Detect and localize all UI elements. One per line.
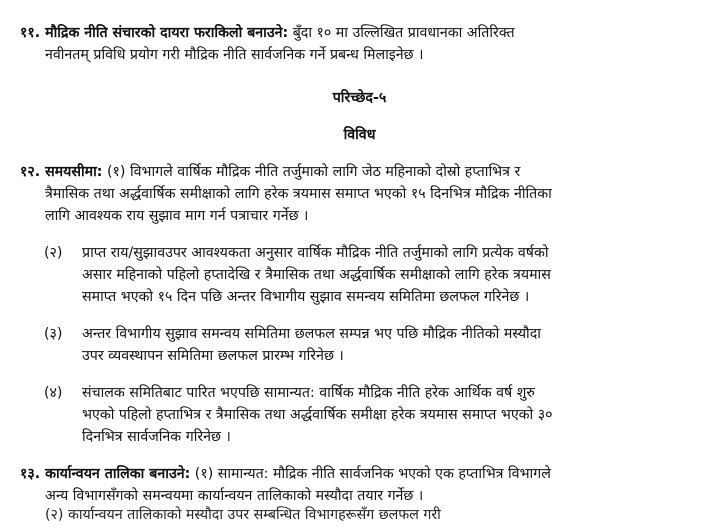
chapter-title: परिच्छेद-५ <box>332 90 387 106</box>
section-11-first-line <box>20 23 719 43</box>
section-12-sub4-number: (४) <box>44 385 63 401</box>
chapter-subtitle: विविध <box>343 127 376 143</box>
section-13-heading: १३. कार्यान्वयन तालिका बनाउने: <box>20 466 191 482</box>
section-12-sub2-text-1: प्राप्त राय/सुझावउपर आवश्यकता अनुसार वार्षिक मौद्रिक नीति तर्जुमाको लागि प्रत्येक वर्षको <box>82 245 549 261</box>
section-12-para1-line-2: त्रैमासिक तथा अर्द्धवार्षिक समीक्षाको लागि हरेक त्रयमास समाप्त भएको १५ दिनभित्र मौद्रिक नीतिका <box>45 186 552 202</box>
section-11-text-line-1: बुँदा १० मा उल्लिखित प्रावधानका अतिरिक्त <box>292 25 515 41</box>
section-12-sub3-line-2: उपर व्यवस्थापन समितिमा छलफल प्रारम्भ गरिनेछ । <box>82 348 344 364</box>
section-12-sub2-line-3: समाप्त भएको १५ दिन पछि अन्तर विभागीय सुझाव समन्वय समितिमा छलफल गरिनेछ । <box>82 289 530 305</box>
section-12-para1-line-3: लागि आवश्यक राय सुझाव माग गर्न पत्राचार गर्नेछ । <box>45 208 309 224</box>
section-12-para1-line-1: (१) विभागले वार्षिक मौद्रिक नीति तर्जुमाको लागि जेठ महिनाको दोस्रो हप्ताभित्र र <box>107 164 521 180</box>
section-13-text-line-2: अन्य विभागसँगको समन्वयमा कार्यान्वयन तालिकाको मस्यौदा तयार गर्नेछ । <box>45 488 424 504</box>
section-11-heading: ११. मौद्रिक नीति संचारको दायरा फराकिलो बनाउने: <box>20 25 289 41</box>
section-12-sub3-number: (३) <box>44 326 63 342</box>
section-12-sub4-line-3: दिनभित्र सार्वजनिक गरिनेछ । <box>82 429 231 445</box>
section-13-text-line-3: (२) कार्यान्वयन तालिकाको मस्यौदा उपर सम्बन्धित विभागहरूसँग छलफल गरी <box>45 507 441 523</box>
section-11-text-line-2: नवीनतम् प्रविधि प्रयोग गरी मौद्रिक नीति सार्वजनिक गर्ने प्रबन्ध मिलाइनेछ । <box>45 47 424 63</box>
section-12-heading: १२. समयसीमा: <box>20 164 103 180</box>
section-12-sub2-line-2: असार महिनाको पहिलो हप्तादेखि र त्रैमासिक तथा अर्द्धवार्षिक समीक्षाको लागि हरेक त्रयमास <box>82 267 551 283</box>
section-13-text-line-1: (१) सामान्यत: मौद्रिक नीति सार्वजनिक भएको एक हप्ताभित्र विभागले <box>194 466 551 482</box>
section-12-first-line <box>20 162 719 182</box>
section-12-sub4-line-2: भएको पहिलो हप्ताभित्र र त्रैमासिक तथा अर्द्धवार्षिक समीक्षा हरेक त्रयमास समाप्त भएको ३० <box>82 407 553 423</box>
cut-off-line-container <box>0 507 719 527</box>
section-12-sub2-number: (२) <box>44 245 63 261</box>
section-12-sub3-text-1: अन्तर विभागीय सुझाव समन्वय समितिमा छलफल सम्पन्न भए पछि मौद्रिक नीतिको मस्यौदा <box>82 326 541 342</box>
section-13-first-line <box>20 464 719 484</box>
section-12-sub4-text-1: संचालक समितिबाट पारित भएपछि सामान्यत: वार्षिक मौद्रिक नीति हरेक आर्थिक वर्ष शुरु <box>82 385 535 401</box>
